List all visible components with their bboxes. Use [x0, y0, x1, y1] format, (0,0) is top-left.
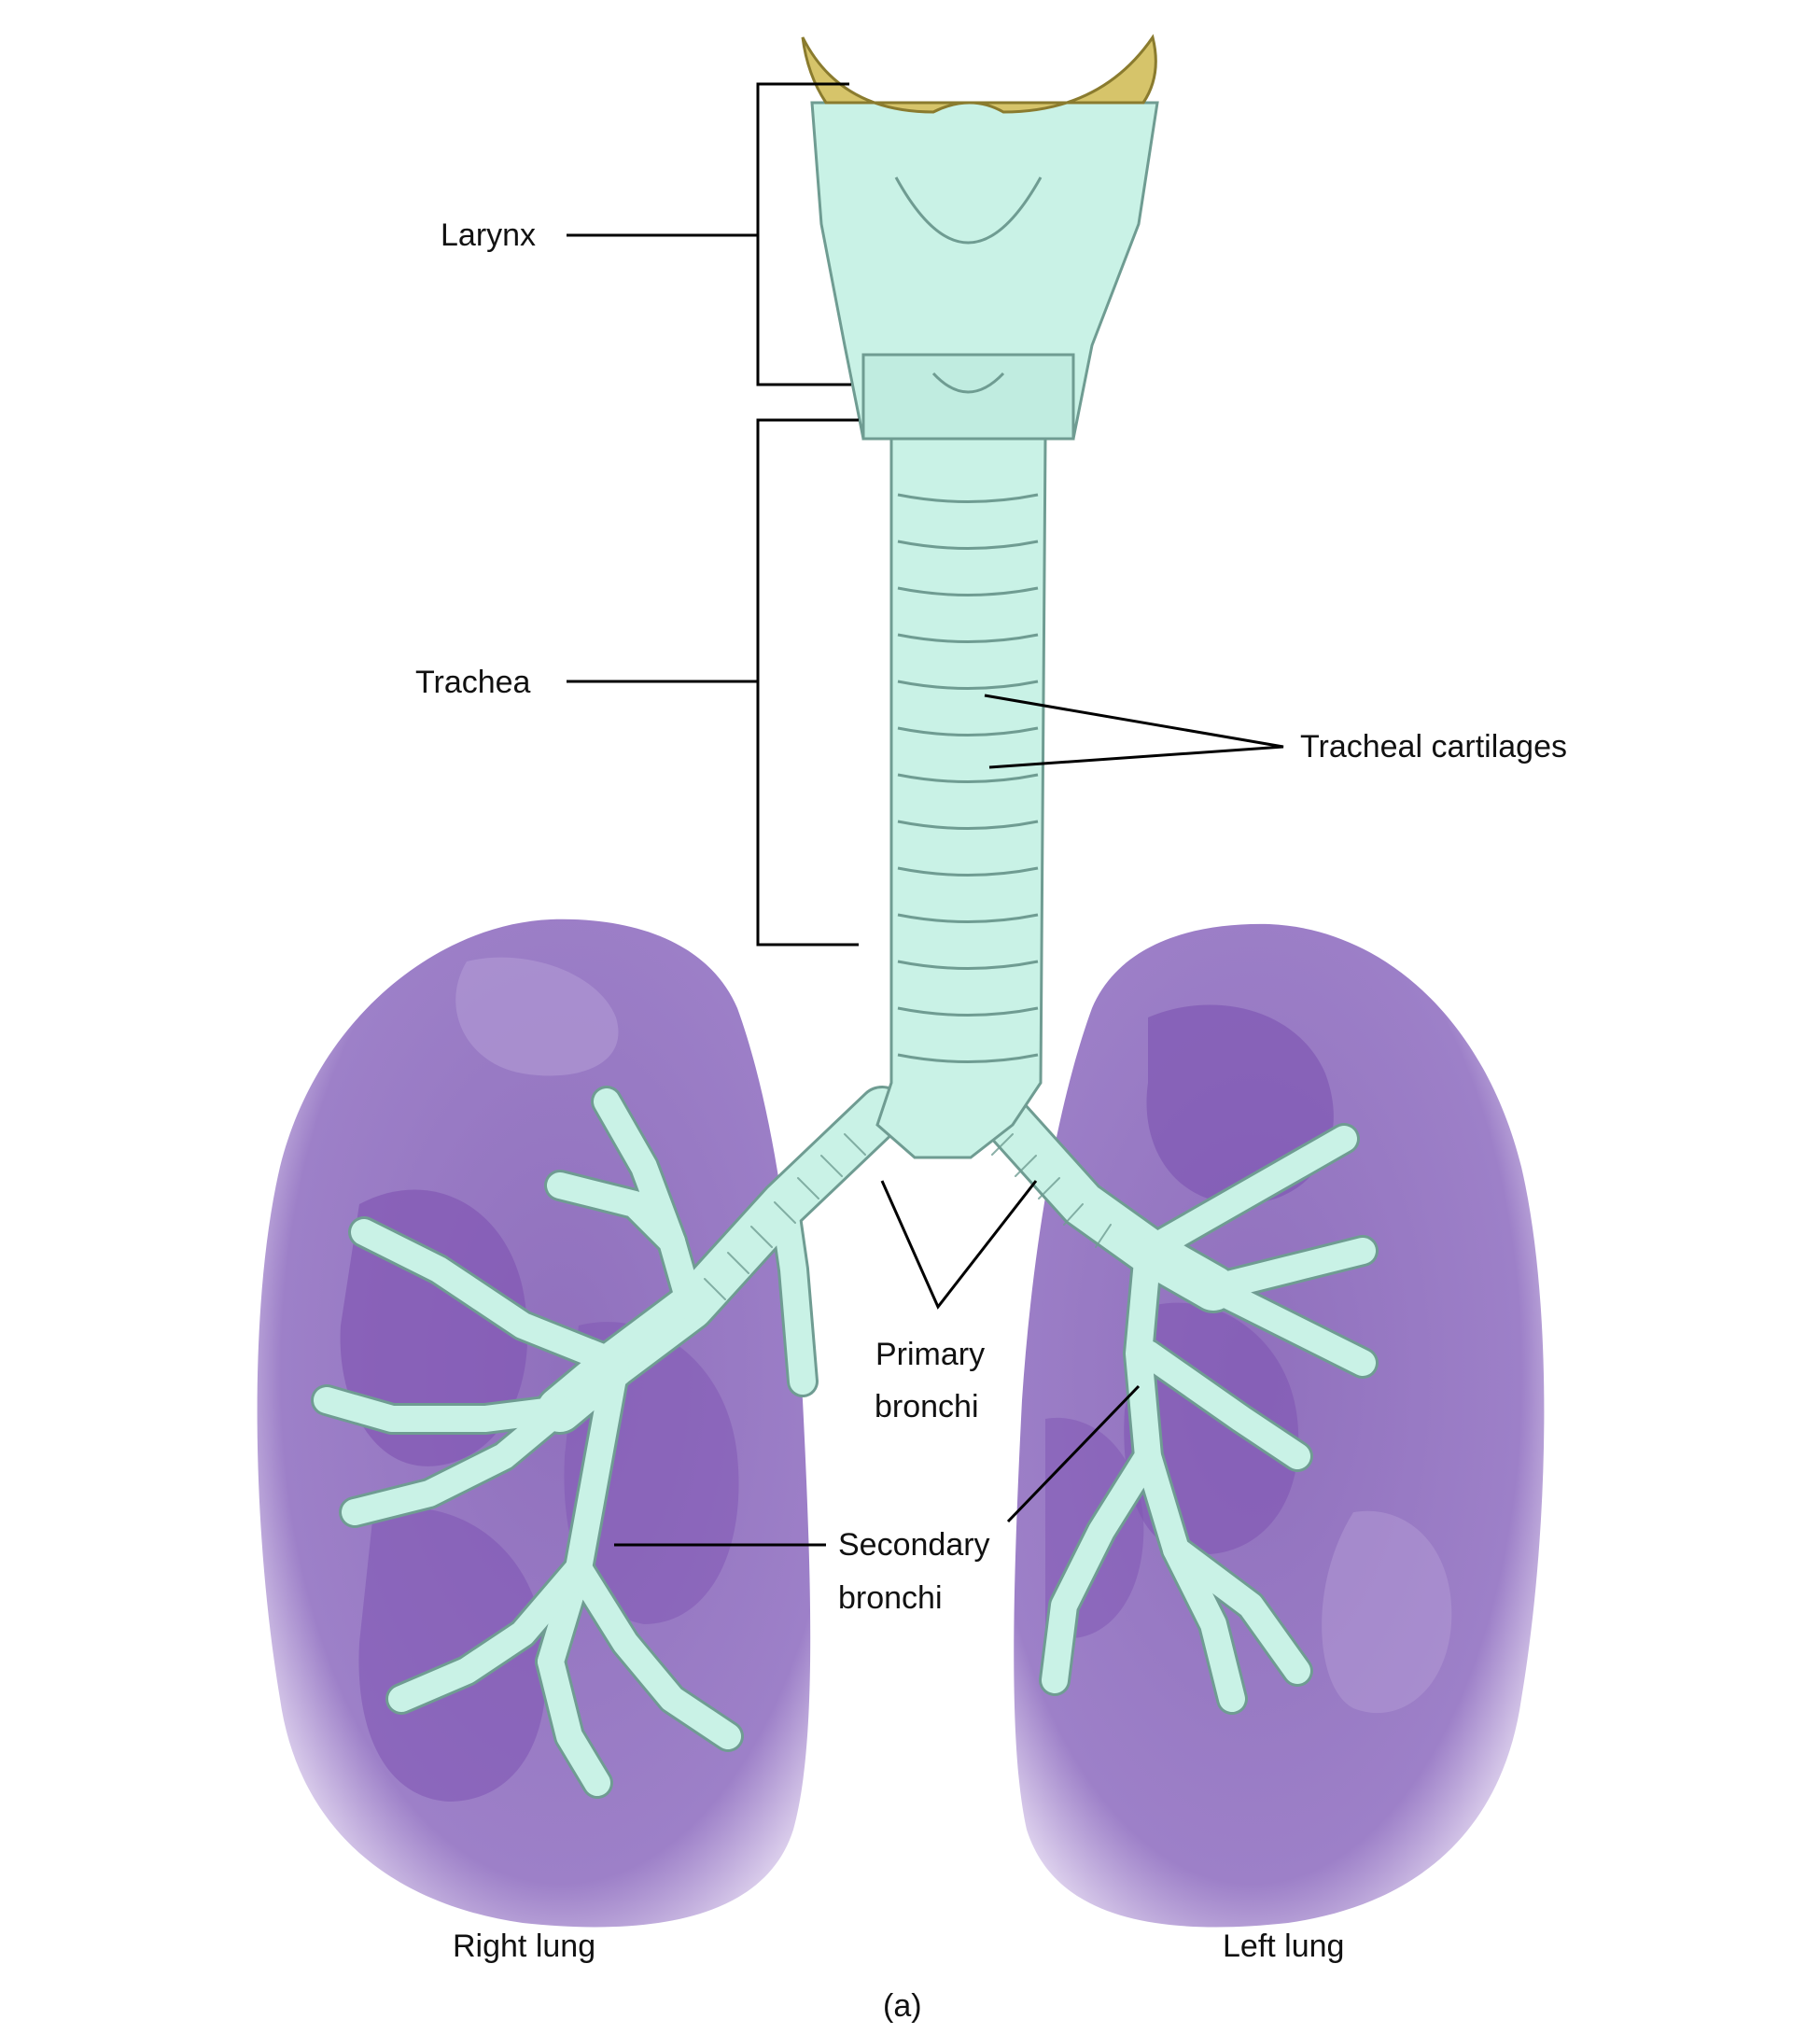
label-secondary-bronchi-1: Secondary	[838, 1527, 990, 1563]
label-tracheal-cartilages: Tracheal cartilages	[1300, 729, 1567, 765]
larynx-shape	[803, 37, 1157, 439]
label-primary-bronchi-1: Primary	[875, 1337, 986, 1372]
primary-bronchi-leader	[882, 1181, 1036, 1307]
label-primary-bronchi-2: bronchi	[875, 1389, 979, 1424]
label-secondary-bronchi-2: bronchi	[838, 1580, 943, 1616]
trachea-bracket	[758, 420, 859, 945]
label-right-lung: Right lung	[453, 1929, 596, 1964]
trachea-shape	[877, 439, 1045, 1157]
label-panel: (a)	[883, 1988, 922, 2024]
label-trachea: Trachea	[415, 665, 531, 700]
label-larynx: Larynx	[441, 217, 537, 253]
epiglottis	[803, 37, 1155, 112]
label-left-lung: Left lung	[1223, 1929, 1345, 1964]
